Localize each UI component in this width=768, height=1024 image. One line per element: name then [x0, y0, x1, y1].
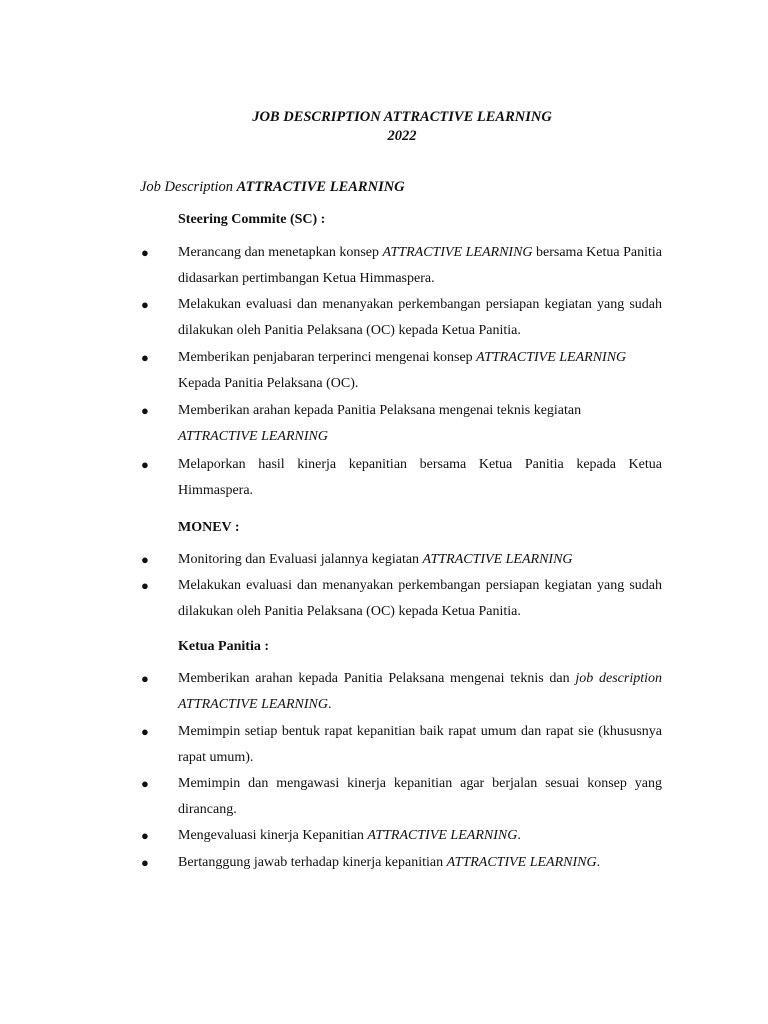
- title-line-1: JOB DESCRIPTION ATTRACTIVE LEARNING: [252, 109, 552, 125]
- bullet-icon: ●: [141, 776, 149, 791]
- list-item: [140, 240, 662, 292]
- item-text: Melakukan evaluasi dan menanyakan perkembangan persiapan kegiatan yang sudah dilakukan oleh Panitia Pelaksana (OC) kepada Ketua Panitia.: [178, 297, 662, 338]
- bullet-icon: ●: [141, 350, 149, 365]
- section-heading-ketua-panitia: Ketua Panitia :: [178, 639, 269, 654]
- item-text-emphasis: ATTRACTIVE LEARNING: [178, 429, 328, 444]
- list-item: [140, 398, 662, 450]
- list-item: [140, 666, 662, 718]
- item-text: Memimpin dan mengawasi kinerja kepanitian agar berjalan sesuai konsep yang dirancang.: [178, 776, 662, 817]
- document-title: [0, 108, 768, 146]
- bullet-icon: ●: [141, 297, 149, 312]
- list-item: [140, 452, 662, 504]
- item-text-emphasis: job description ATTRACTIVE LEARNING: [178, 671, 662, 712]
- item-text: .: [328, 697, 332, 712]
- item-text-emphasis: ATTRACTIVE LEARNING: [476, 350, 627, 365]
- bullet-icon: ●: [141, 457, 149, 472]
- item-text: Merancang dan menetapkan konsep: [178, 245, 383, 260]
- item-text: .: [517, 828, 521, 843]
- title-line-2: 2022: [387, 128, 417, 144]
- bullet-icon: ●: [141, 552, 149, 567]
- item-text: Kepada Panitia Pelaksana (OC).: [178, 376, 359, 391]
- list-item: [140, 771, 662, 823]
- list-item: [140, 547, 662, 573]
- list-item: [140, 573, 662, 625]
- bullet-icon: ●: [141, 855, 149, 870]
- document-heading: [140, 178, 405, 197]
- section-heading-sc: Steering Commite (SC) :: [178, 212, 326, 227]
- list-item: [140, 823, 662, 849]
- item-text-emphasis: ATTRACTIVE LEARNING: [422, 552, 573, 567]
- bullet-icon: ●: [141, 671, 149, 686]
- bullet-icon: ●: [141, 245, 149, 260]
- bullet-icon: ●: [141, 578, 149, 593]
- item-text: Bertanggung jawab terhadap kinerja kepanitian: [178, 855, 447, 870]
- item-text: Memberikan penjabaran terperinci mengenai konsep: [178, 350, 477, 365]
- item-text: Memberikan arahan kepada Panitia Pelaksana mengenai teknis dan: [178, 671, 576, 686]
- bullet-icon: ●: [141, 828, 149, 843]
- item-text-emphasis: ATTRACTIVE LEARNING: [382, 245, 533, 260]
- list-item: [140, 850, 662, 876]
- item-text: Mengevaluasi kinerja Kepanitian: [178, 828, 368, 843]
- item-text: Memimpin setiap bentuk rapat kepanitian baik rapat umum dan rapat sie (khususnya rapat umum).: [178, 724, 662, 765]
- item-text: Melaporkan hasil kinerja kepanitian bersama Ketua Panitia kepada Ketua Himmaspera.: [178, 457, 662, 498]
- item-text-emphasis: ATTRACTIVE LEARNING: [367, 828, 518, 843]
- list-item: [140, 345, 662, 397]
- heading-prefix: Job Description: [140, 179, 237, 195]
- list-item: [140, 719, 662, 771]
- item-text: Memberikan arahan kepada Panitia Pelaksana mengenai teknis kegiatan: [178, 403, 582, 418]
- item-text: .: [596, 855, 601, 870]
- section-heading-monev: MONEV :: [178, 520, 240, 535]
- bullet-icon: ●: [141, 724, 149, 739]
- item-text: bersama Ketua Panitia didasarkan pertimbangan Ketua Himmaspera.: [178, 245, 662, 286]
- item-text: Monitoring dan Evaluasi jalannya kegiatan: [178, 552, 423, 567]
- list-item: [140, 292, 662, 344]
- item-text: Melakukan evaluasi dan menanyakan perkembangan persiapan kegiatan yang sudah dilakukan oleh Panitia Pelaksana (OC) kepada Ketua Panitia.: [178, 578, 662, 619]
- bullet-icon: ●: [141, 403, 149, 418]
- item-text-emphasis: ATTRACTIVE LEARNING: [446, 855, 597, 870]
- heading-emphasis: ATTRACTIVE LEARNING: [236, 179, 405, 195]
